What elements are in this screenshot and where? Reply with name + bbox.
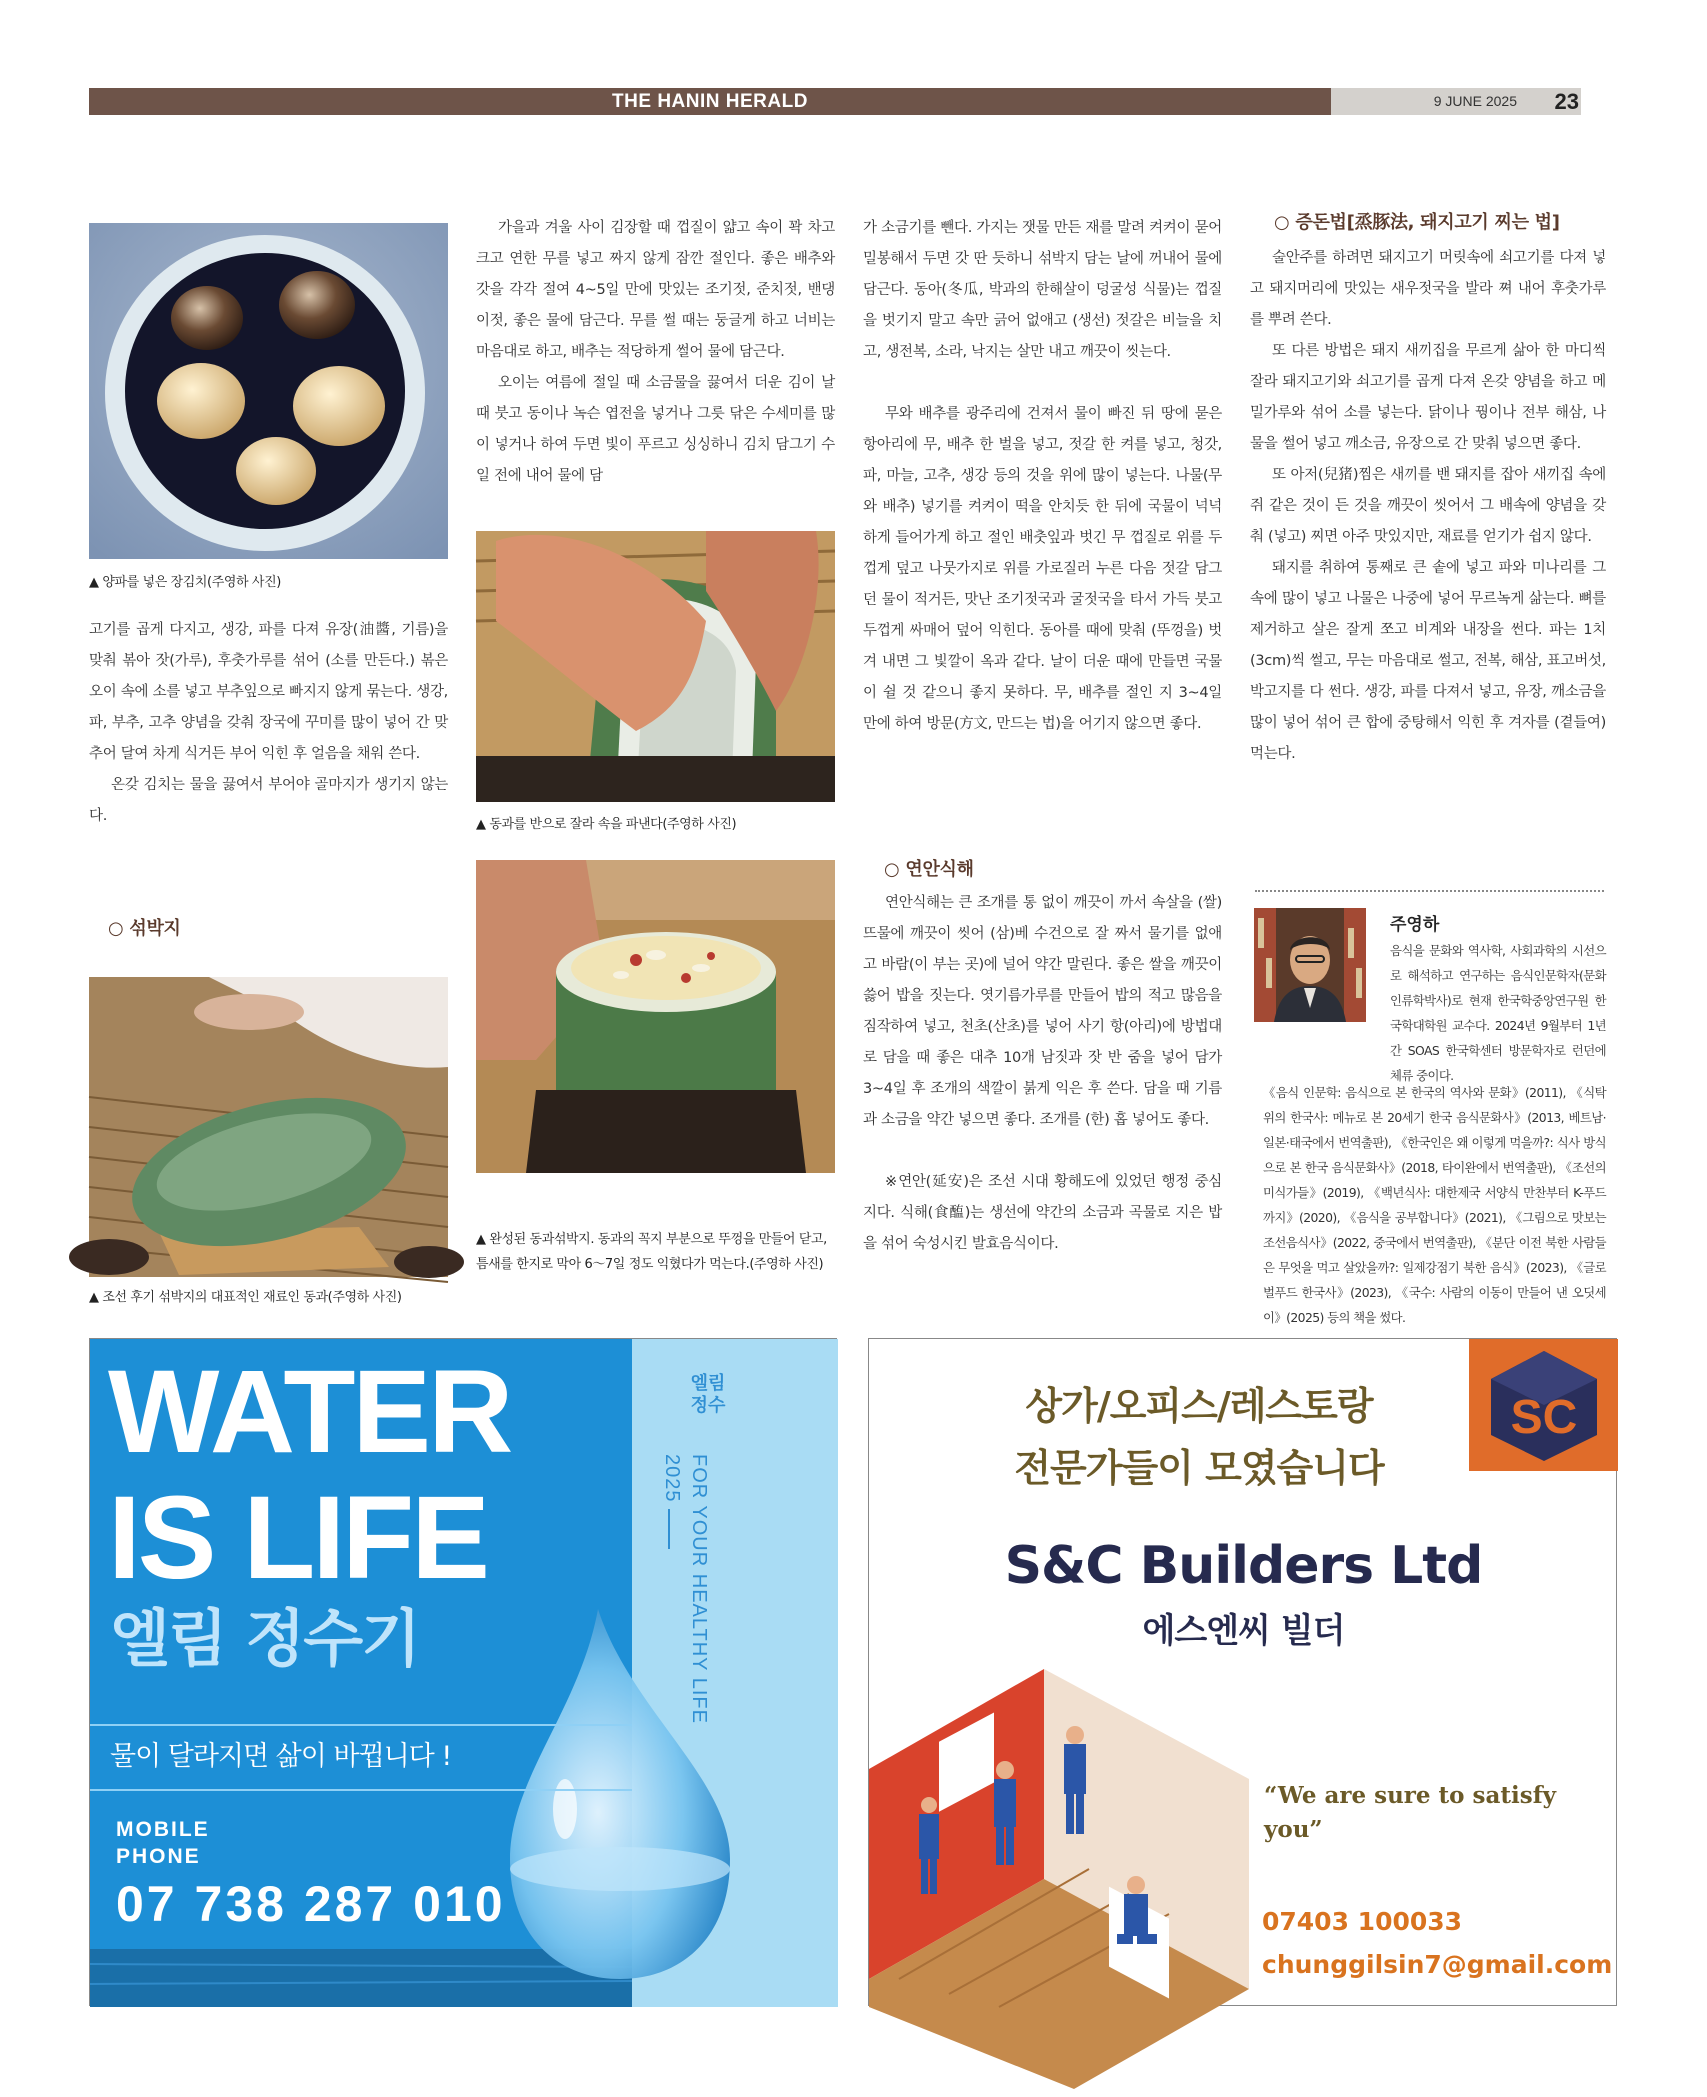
photo-caption: ▲ 조선 후기 섞박지의 대표적인 재료인 동과(주영하 사진) (89, 1290, 402, 1305)
sc-logo-text: SC (1510, 1391, 1578, 1444)
issue-date: 9 JUNE 2025 (1433, 93, 1517, 109)
ad-water-vertical-rule (668, 1509, 670, 1549)
author-name: 주영하 (1390, 915, 1440, 935)
photo-donggwa (89, 977, 448, 1277)
publication-title: THE HANIN HERALD (612, 91, 808, 112)
ad-water-vertical-year: 2025 (661, 1454, 683, 1503)
ad-builder-headline-1: 상가/오피스/레스토랑 (1025, 1384, 1373, 1428)
photo-cutting-donggwa (476, 531, 835, 802)
subheading-yeonan-sikhae: ○ 연안식해 (884, 859, 974, 880)
article-text-col3-b (863, 888, 1222, 1308)
paragraph: 돼지를 취하여 통째로 큰 솥에 넣고 파와 미나리를 그 속에 많이 넣고 나물은 나중에 넣어 무르녹게 삶는다. 뼈를 제거하고 살은 잘게 쪼고 비계와 내장을 썬다. 파는 1치(3cm)씩 썰고, 무는 마음대로 썰고, 전복, 해삼, 표고버섯, 박고지를 다 썬다. 생강, 파를 다져서 넣고, 유장, 깨소금을 많이 넣어 섞어 큰 합에 중탕해서 익힌 후 겨자를 (곁들여) 먹는다. (1250, 560, 1606, 762)
ad-water-headline-1: WATER (108, 1346, 511, 1478)
ad-water-slogan: 물이 달라지면 삶이 바뀝니다 ! (110, 1741, 452, 1772)
ad-builder-company: S&C Builders Ltd (1004, 1536, 1483, 1596)
ad-water-rule (90, 1724, 632, 1726)
ad-builder-email: chunggilsin7@gmail.com (1262, 1950, 1613, 1979)
paragraph: 오이는 여름에 절일 때 소금물을 끓여서 더운 김이 날 때 붓고 동이나 녹슨 엽전을 넣거나 그릇 닦은 수세미를 많이 넣거나 하여 두면 빛이 푸르고 싱싱하니 김치 담그기 수일 전에 내어 물에 담 (476, 375, 835, 484)
paragraph: 연안식해는 큰 조개를 통 없이 깨끗이 까서 속살을 (쌀)뜨물에 깨끗이 씻어 (삼)베 수건으로 잘 짜서 물기를 없애고 바람(이 부는 곳)에 널어 약간 말린다. 좋은 쌀을 깨끗이 쓿어 밥을 짓는다. 엿기름가루를 만들어 밥의 적고 많음을 짐작하여 넣고, 천초(산초)를 넣어 사기 항(아리)에 방법대로 담을 때 좋은 대추 10개 남짓과 잣 반 줌을 넣어 담가 3~4일 후 조개의 색깔이 붉게 익은 후 쓴다. 담을 때 기름과 소금을 약간 넣으면 좋다. 조개를 (한) 홉 넣어도 좋다. (863, 895, 1222, 1128)
ad-sc-builders (868, 1338, 1617, 2006)
paragraph: 온갖 김치는 물을 끓여서 부어야 골마지가 생기지 않는다. (89, 777, 448, 824)
photo-jangkimchi (89, 223, 448, 559)
page-number: 23 (1554, 89, 1579, 114)
article-text-col2 (476, 213, 835, 525)
ad-water-phone: 07 738 287 010 (116, 1876, 506, 1932)
author-photo (1254, 908, 1366, 1022)
ad-builder-phone: 07403 100033 (1262, 1907, 1463, 1936)
ad-water-phone-label-2: PHONE (116, 1845, 201, 1868)
paragraph: 술안주를 하려면 돼지고기 머릿속에 쇠고기를 다져 넣고 돼지머리에 맛있는 새우젓국을 발라 쪄 내어 후춧가루를 뿌려 쓴다. (1250, 250, 1606, 328)
ad-builder-illustration (869, 1649, 1249, 2007)
paragraph: 가을과 겨울 사이 김장할 때 껍질이 얇고 속이 꽉 차고 크고 연한 무를 넣고 짜지 않게 잠깐 절인다. 좋은 배추와 갓을 각각 절여 4~5일 만에 맛있는 조기젓, 준치젓, 밴댕이젓, 좋은 물에 담근다. 무를 썰 때는 둥글게 하고 너비는 마음대로 하고, 배추는 적당하게 썰어 물에 담근다. (476, 220, 835, 360)
ad-water-phone-label-1: MOBILE (116, 1818, 210, 1841)
paragraph: 가 소금기를 뺀다. 가지는 잿물 만든 재를 말려 켜켜이 묻어 밀봉해서 두면 갓 딴 듯하니 섞박지 담는 날에 꺼내어 물에 담근다. 동아(冬瓜, 박과의 한해살이 덩굴성 식물)는 껍질을 벗기지 말고 속만 긁어 없애고 (생선) 젓갈은 비늘을 치고, 생전복, 소라, 낙지는 살만 내고 깨끗이 씻는다. (863, 220, 1222, 360)
ad-water-brand: 엘림 정수기 (110, 1602, 420, 1675)
ad-water-headline-2: IS LIFE (108, 1472, 487, 1604)
ad-builder-company-ko: 에스엔씨 빌더 (1142, 1611, 1345, 1651)
ad-water-vertical-brand: 엘림 정수 (690, 1373, 726, 1416)
ad-water-rule (90, 1789, 632, 1791)
photo-caption: ▲ 완성된 동과섞박지. 동과의 꼭지 부분으로 뚜껑을 만들어 닫고, 틈새를 한지로 막아 6～7일 정도 익혔다가 먹는다.(주영하 사진) (476, 1232, 827, 1272)
paragraph: 고기를 곱게 다지고, 생강, 파를 다져 유장(油醬, 기름)을 맞춰 볶아 잣(가루), 후춧가루를 섞어 (소를 만든다.) 볶은 오이 속에 소를 넣고 부추잎으로 빠지지 않게 묶는다. 생강, 파, 부추, 고추 양념을 갖춰 장국에 꾸미를 많이 넣어 간 맞추어 달여 차게 식거든 부어 익힌 후 얼음을 채워 쓴다. (89, 622, 448, 762)
ad-elim-water (89, 1338, 837, 2006)
paragraph: ※연안(延安)은 조선 시대 황해도에 있었던 행정 중심지다. 식해(食醢)는 생선에 약간의 소금과 곡물로 지은 밥을 섞어 숙성시킨 발효음식이다. (863, 1174, 1222, 1252)
article-text-col4 (1250, 243, 1606, 835)
author-bio (1390, 938, 1606, 1083)
subheading-jeungdonbeop: ○ 증돈법[烝豚法, 돼지고기 찌는 법] (1274, 212, 1560, 233)
author-bio-text: 음식을 문화와 역사학, 사회과학의 시선으로 해석하고 연구하는 음식인문학자(문화인류학박사)로 현재 한국학중앙연구원 한국학대학원 교수다. 2024년 9월부터 1년간 SOAS 한국학센터 방문학자로 런던에 체류 중이다. (1390, 943, 1606, 1083)
author-divider (1255, 890, 1604, 892)
photo-caption: ▲ 양파를 넣은 장김치(주영하 사진) (89, 575, 281, 590)
author-books (1263, 1080, 1606, 1325)
photo-finished-seokbakji (476, 860, 835, 1173)
ad-water-tagline-text: FOR YOUR HEALTHY LIFE (688, 1454, 710, 1724)
ad-water-phone-label (116, 1816, 210, 1870)
ad-builder-quote: “We are sure to satisfy you” (1264, 1782, 1556, 1843)
ad-water-vertical-tagline (687, 1454, 710, 1724)
author-books-text: 《음식 인문학: 음식으로 본 한국의 역사와 문화》(2011), 《식탁 위의 한국사: 메뉴로 본 20세기 한국 음식문화사》(2013, 베트남·일본·태국에서 번역출판), 《한국인은 왜 이렇게 먹을까?: 식사 방식으로 본 한국 음식문화사》(2018, 타이완에서 번역출판), 《조선의 미식가들》(2019), 《백년식사: 대한제국 서양식 만찬부터 K-푸드까지》(2020), 《음식을 공부합니다》(2021), 《그림으로 맛보는 조선음식사》(2022, 중국에서 번역출판), 《분단 이전 북한 사람들은 무엇을 먹고 살았을까?: 일제강점기 북한 음식》(2023), 《글로벌푸드 한국사》(2023), 《국수: 사람의 이동이 만들어 낸 오딧세이》(2025) 등의 책을 썼다. (1263, 1085, 1606, 1325)
photo-caption: ▲ 동과를 반으로 잘라 속을 파낸다(주영하 사진) (476, 817, 737, 832)
paragraph: 또 아저(兒猪)찜은 새끼를 밴 돼지를 잡아 새끼집 속에 쥐 같은 것이 든 것을 깨끗이 씻어서 그 배속에 양념을 갖춰 (넣고) 찌면 아주 맛있지만, 재료를 얻기가 쉽지 않다. (1250, 467, 1606, 545)
paragraph: 또 다른 방법은 돼지 새끼집을 무르게 삶아 한 마디씩 잘라 돼지고기와 쇠고기를 곱게 다져 온갖 양념을 하고 메밀가루와 섞어 소를 넣는다. 닭이나 꿩이나 전부 해삼, 나물을 썰어 넣고 깨소금, 유장으로 간 맞춰 넣으면 좋다. (1250, 343, 1606, 452)
ad-builder-headline-2: 전문가들이 모였습니다 (1014, 1446, 1384, 1490)
article-text-col3 (863, 213, 1222, 806)
article-text-col1 (89, 615, 448, 865)
subheading-seokbakji: ○ 섞박지 (108, 918, 181, 939)
author-bio-cont (1268, 1025, 1606, 1053)
sc-logo-icon (1485, 1347, 1603, 1465)
paragraph: 무와 배추를 광주리에 건져서 물이 빠진 뒤 땅에 묻은 항아리에 무, 배추 한 벌을 넣고, 젓갈 한 켜를 넣고, 청갓, 파, 마늘, 고추, 생강 등의 것을 위에 많이 넣는다. 나물(무와 배추) 넣기를 켜켜이 떡을 안치듯 한 뒤에 국물이 넉넉하게 들어가게 하고 절인 배춧잎과 벗긴 무 껍질로 위를 두껍게 덮고 나뭇가지로 위를 가로질러 누른 다음 젓갈 담그던 물이 적거든, 맛난 조기젓국과 굴젓국을 타서 가득 붓고 두껍게 싸매어 덮어 익힌다. 동아를 때에 맞춰 (뚜껑을) 벗겨 내면 그 빛깔이 옥과 같다. 날이 더운 때에 만들면 국물이 쉴 것 같으니 좋지 못하다. 무, 배추를 절인 지 3~4일 만에 하여 방문(方文, 만드는 법)을 어기지 않으면 좋다. (863, 406, 1222, 732)
